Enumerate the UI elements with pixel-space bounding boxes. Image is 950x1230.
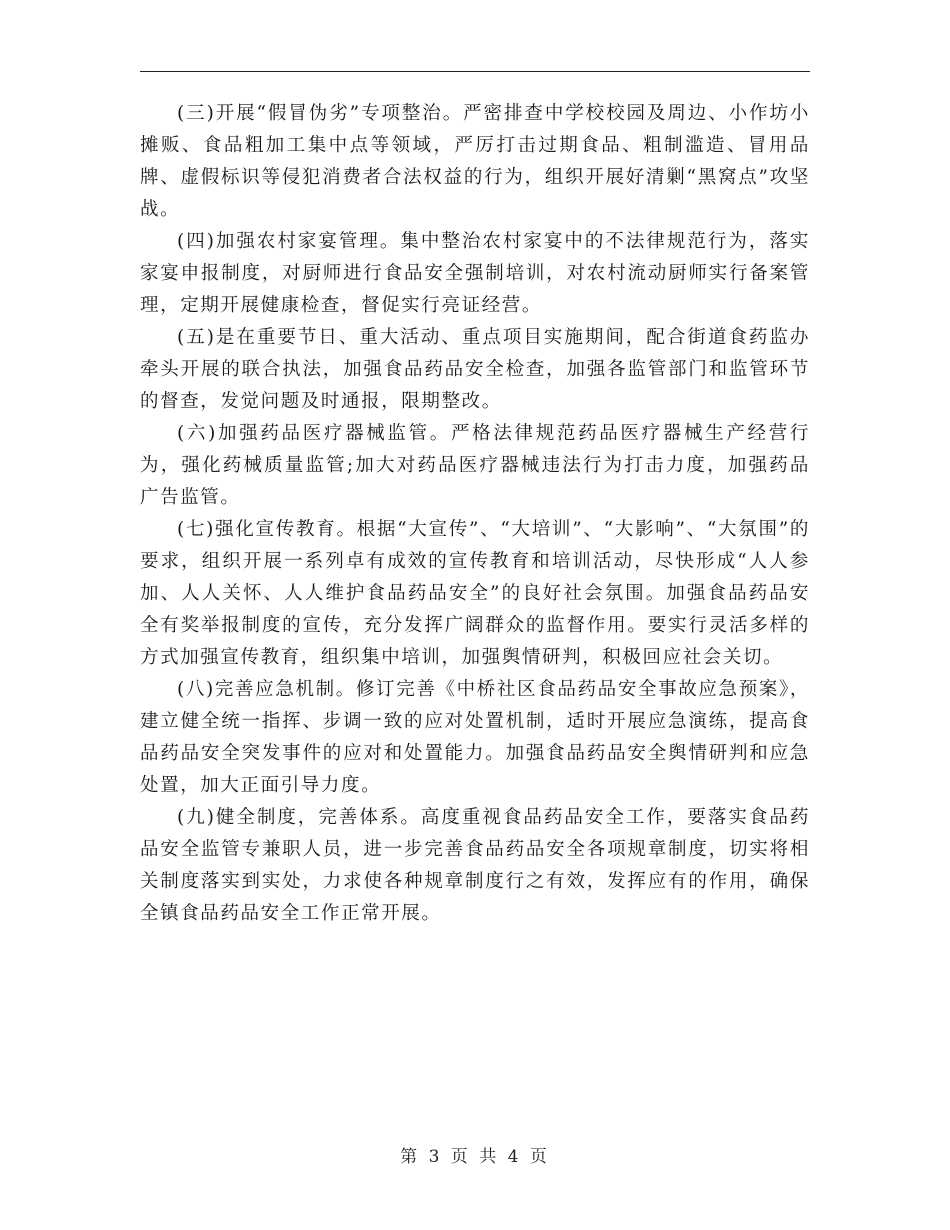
paragraph-5: (五)是在重要节日、重大活动、重点项目实施期间，配合街道食药监办牵头开展的联合执法，加强食品药品安全检查，加强各监管部门和监管环节的督查，发觉问题及时通报，限期整改。 xyxy=(140,327,810,412)
header-rule xyxy=(140,71,810,72)
document-body xyxy=(140,98,810,930)
paragraph-6: (六)加强药品医疗器械监管。严格法律规范药品医疗器械生产经营行为，强化药械质量监管;加大对药品医疗器械违法行为打击力度，加强药品广告监管。 xyxy=(140,423,810,508)
paragraph-4: (四)加强农村家宴管理。集中整治农村家宴中的不法律规范行为，落实家宴申报制度，对厨师进行食品安全强制培训，对农村流动厨师实行备案管理，定期开展健康检查，督促实行亮证经营。 xyxy=(140,231,810,316)
paragraph-8: (八)完善应急机制。修订完善《中桥社区食品药品安全事故应急预案》，建立健全统一指挥、步调一致的应对处置机制，适时开展应急演练，提高食品药品安全突发事件的应对和处置能力。加强食品药品安全舆情研判和应急处置，加大正面引导力度。 xyxy=(140,679,810,796)
paragraph-3: (三)开展“假冒伪劣”专项整治。严密排查中学校校园及周边、小作坊小摊贩、食品粗加工集中点等领域，严厉打击过期食品、粗制滥造、冒用品牌、虚假标识等侵犯消费者合法权益的行为，组织开展好清剿“黑窝点”攻坚战。 xyxy=(140,103,810,220)
page-footer xyxy=(0,1142,950,1167)
paragraph-7: (七)强化宣传教育。根据“大宣传”、“大培训”、“大影响”、“大氛围”的要求，组织开展一系列卓有成效的宣传教育和培训活动，尽快形成“人人参加、人人关怀、人人维护食品药品安全”的良好社会氛围。加强食品药品安全有奖举报制度的宣传，充分发挥广阔群众的监督作用。要实行灵活多样的方式加强宣传教育，组织集中培训，加强舆情研判，积极回应社会关切。 xyxy=(140,519,810,668)
page-number: 第 3 页 共 4 页 xyxy=(400,1147,550,1167)
paragraph-9: (九)健全制度，完善体系。高度重视食品药品安全工作，要落实食品药品安全监管专兼职人员，进一步完善食品药品安全各项规章制度，切实将相关制度落实到实处，力求使各种规章制度行之有效，发挥应有的作用，确保全镇食品药品安全工作正常开展。 xyxy=(140,807,810,924)
